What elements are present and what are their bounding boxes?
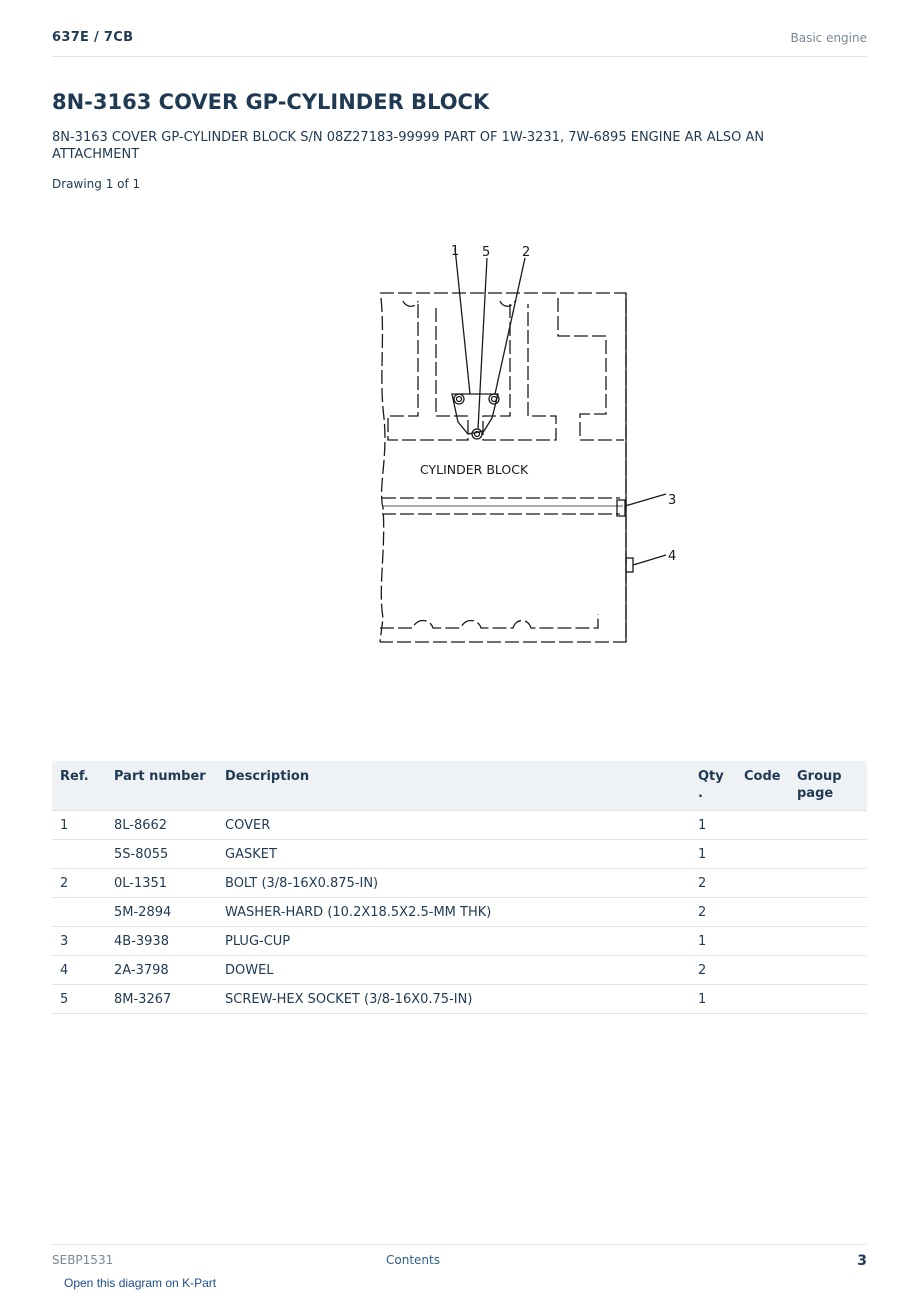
- callout-1: 1: [451, 244, 460, 259]
- cell-code: [736, 811, 789, 840]
- contents-link[interactable]: Contents: [386, 1253, 440, 1267]
- cell-qty: 1: [690, 811, 736, 840]
- cell-group-page: [789, 956, 867, 985]
- cylinder-block-drawing: [228, 218, 688, 718]
- cell-code: [736, 985, 789, 1014]
- header-group-page: [789, 761, 867, 811]
- parts-table-header: [52, 761, 867, 811]
- cell-part-number: 8L-8662: [106, 811, 217, 840]
- cell-part-number: 4B-3938: [106, 927, 217, 956]
- cylinder-block-label: CYLINDER BLOCK: [420, 462, 529, 477]
- cell-qty: 2: [690, 869, 736, 898]
- block-left-broken-edge: [380, 298, 385, 642]
- cell-qty: 1: [690, 927, 736, 956]
- cell-group-page: [789, 840, 867, 869]
- table-row: [52, 956, 867, 985]
- bolt-hole-right: [489, 394, 499, 404]
- cell-part-number: 5M-2894: [106, 898, 217, 927]
- document-id: SEBP1531: [52, 1253, 114, 1267]
- callout-2: 2: [522, 245, 531, 260]
- header-group-line2: page: [797, 786, 834, 801]
- cell-qty: 2: [690, 898, 736, 927]
- socket-screw: [472, 429, 482, 439]
- table-row: [52, 985, 867, 1014]
- header-part-number: Part number: [106, 761, 217, 811]
- cell-description: WASHER-HARD (10.2X18.5X2.5-MM THK): [217, 898, 690, 927]
- cell-qty: 2: [690, 956, 736, 985]
- table-row: [52, 811, 867, 840]
- section-label: Basic engine: [790, 31, 867, 45]
- cell-part-number: 8M-3267: [106, 985, 217, 1014]
- cell-description: DOWEL: [217, 956, 690, 985]
- cell-code: [736, 869, 789, 898]
- parts-diagram: [228, 218, 688, 718]
- page-footer: [52, 1244, 867, 1269]
- cell-code: [736, 956, 789, 985]
- model-label: 637E / 7CB: [52, 30, 134, 45]
- bolt-hole-left: [454, 394, 464, 404]
- page-header: [52, 28, 867, 57]
- open-kpart-link[interactable]: Open this diagram on K-Part: [64, 1276, 217, 1290]
- dowel: [626, 558, 633, 572]
- cell-ref: 1: [52, 811, 106, 840]
- page-title: 8N-3163 COVER GP-CYLINDER BLOCK: [52, 90, 490, 114]
- cell-description: GASKET: [217, 840, 690, 869]
- cell-description: BOLT (3/8-16X0.875-IN): [217, 869, 690, 898]
- cell-ref: [52, 840, 106, 869]
- cell-description: COVER: [217, 811, 690, 840]
- header-description: Description: [217, 761, 690, 811]
- cell-part-number: 5S-8055: [106, 840, 217, 869]
- cell-code: [736, 927, 789, 956]
- cell-description: SCREW-HEX SOCKET (3/8-16X0.75-IN): [217, 985, 690, 1014]
- cell-code: [736, 840, 789, 869]
- header-group-line1: Group: [797, 769, 842, 784]
- cell-ref: 2: [52, 869, 106, 898]
- cell-qty: 1: [690, 985, 736, 1014]
- cell-part-number: 2A-3798: [106, 956, 217, 985]
- cell-group-page: [789, 811, 867, 840]
- callout-3: 3: [668, 493, 677, 508]
- header-qty-line1: Qty: [698, 769, 724, 784]
- header-code: Code: [736, 761, 789, 811]
- header-qty-line2: .: [698, 786, 703, 801]
- cell-qty: 1: [690, 840, 736, 869]
- cell-ref: 4: [52, 956, 106, 985]
- cell-ref: 5: [52, 985, 106, 1014]
- header-qty: [690, 761, 736, 811]
- table-row: [52, 869, 867, 898]
- parts-table: [52, 761, 867, 1014]
- cell-group-page: [789, 869, 867, 898]
- header-ref: Ref.: [52, 761, 106, 811]
- drawing-count: Drawing 1 of 1: [52, 177, 141, 191]
- callout-4: 4: [668, 549, 677, 564]
- cell-code: [736, 898, 789, 927]
- cell-ref: 3: [52, 927, 106, 956]
- cell-description: PLUG-CUP: [217, 927, 690, 956]
- cell-part-number: 0L-1351: [106, 869, 217, 898]
- table-row: [52, 840, 867, 869]
- cell-ref: [52, 898, 106, 927]
- cell-group-page: [789, 985, 867, 1014]
- cell-group-page: [789, 927, 867, 956]
- table-row: [52, 898, 867, 927]
- page-number: 3: [857, 1253, 867, 1269]
- callout-5: 5: [482, 245, 491, 260]
- page-subtitle: 8N-3163 COVER GP-CYLINDER BLOCK S/N 08Z27183-99999 PART OF 1W-3231, 7W-6895 ENGINE AR ALSO AN ATTACHMENT: [52, 130, 765, 162]
- table-row: [52, 927, 867, 956]
- cell-group-page: [789, 898, 867, 927]
